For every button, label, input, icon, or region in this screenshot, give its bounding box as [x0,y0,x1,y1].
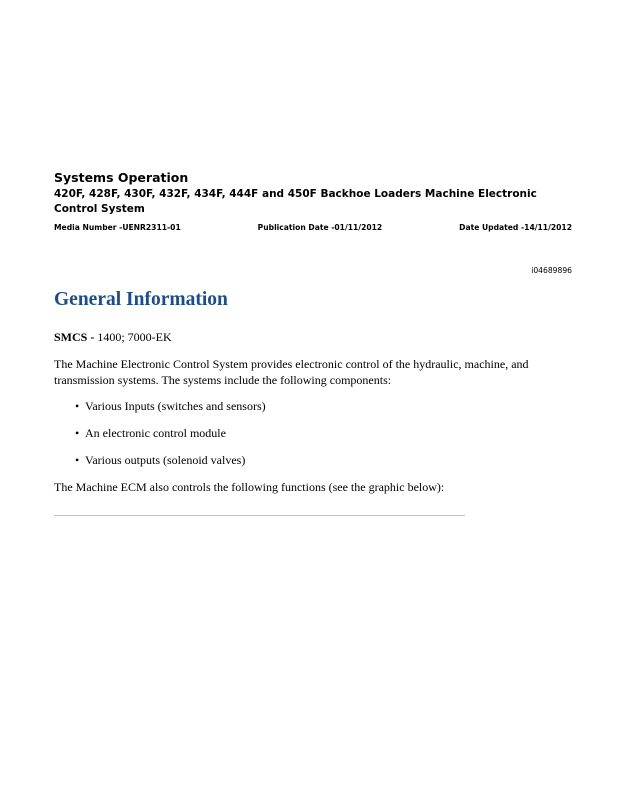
divider [54,515,465,516]
component-list [54,398,572,468]
smcs-value: 1400; 7000-EK [94,330,172,344]
section-title: General Information [54,289,228,310]
date-updated: Date Updated -14/11/2012 [459,223,572,232]
media-number: Media Number -UENR2311-01 [54,223,181,232]
smcs-code [54,329,572,345]
list-item [75,425,572,441]
list-item [75,398,572,414]
intro-paragraph: The Machine Electronic Control System provides electronic control of the hydraulic, machine, and transmission systems. The systems include the following components: [54,357,529,387]
document-meta [54,222,572,233]
list-item-text: Various Inputs (switches and sensors) [85,399,266,413]
bullet-icon: • [75,426,80,440]
publication-date: Publication Date -01/11/2012 [257,223,383,232]
list-item-text: An electronic control module [85,426,226,440]
document-type: Systems Operation [54,170,189,185]
bullet-icon: • [75,453,80,467]
list-item [75,452,572,468]
bullet-icon: • [75,399,80,413]
list-item-text: Various outputs (solenoid valves) [85,453,246,467]
outro-paragraph: The Machine ECM also controls the following functions (see the graphic below): [54,480,445,494]
document-page [54,170,572,516]
reference-id: i04689896 [531,266,572,275]
document-header [54,170,572,233]
smcs-label: SMCS - [54,330,95,344]
document-title: 420F, 428F, 430F, 432F, 434F, 444F and 450F Backhoe Loaders Machine Electronic Control System [54,188,537,215]
